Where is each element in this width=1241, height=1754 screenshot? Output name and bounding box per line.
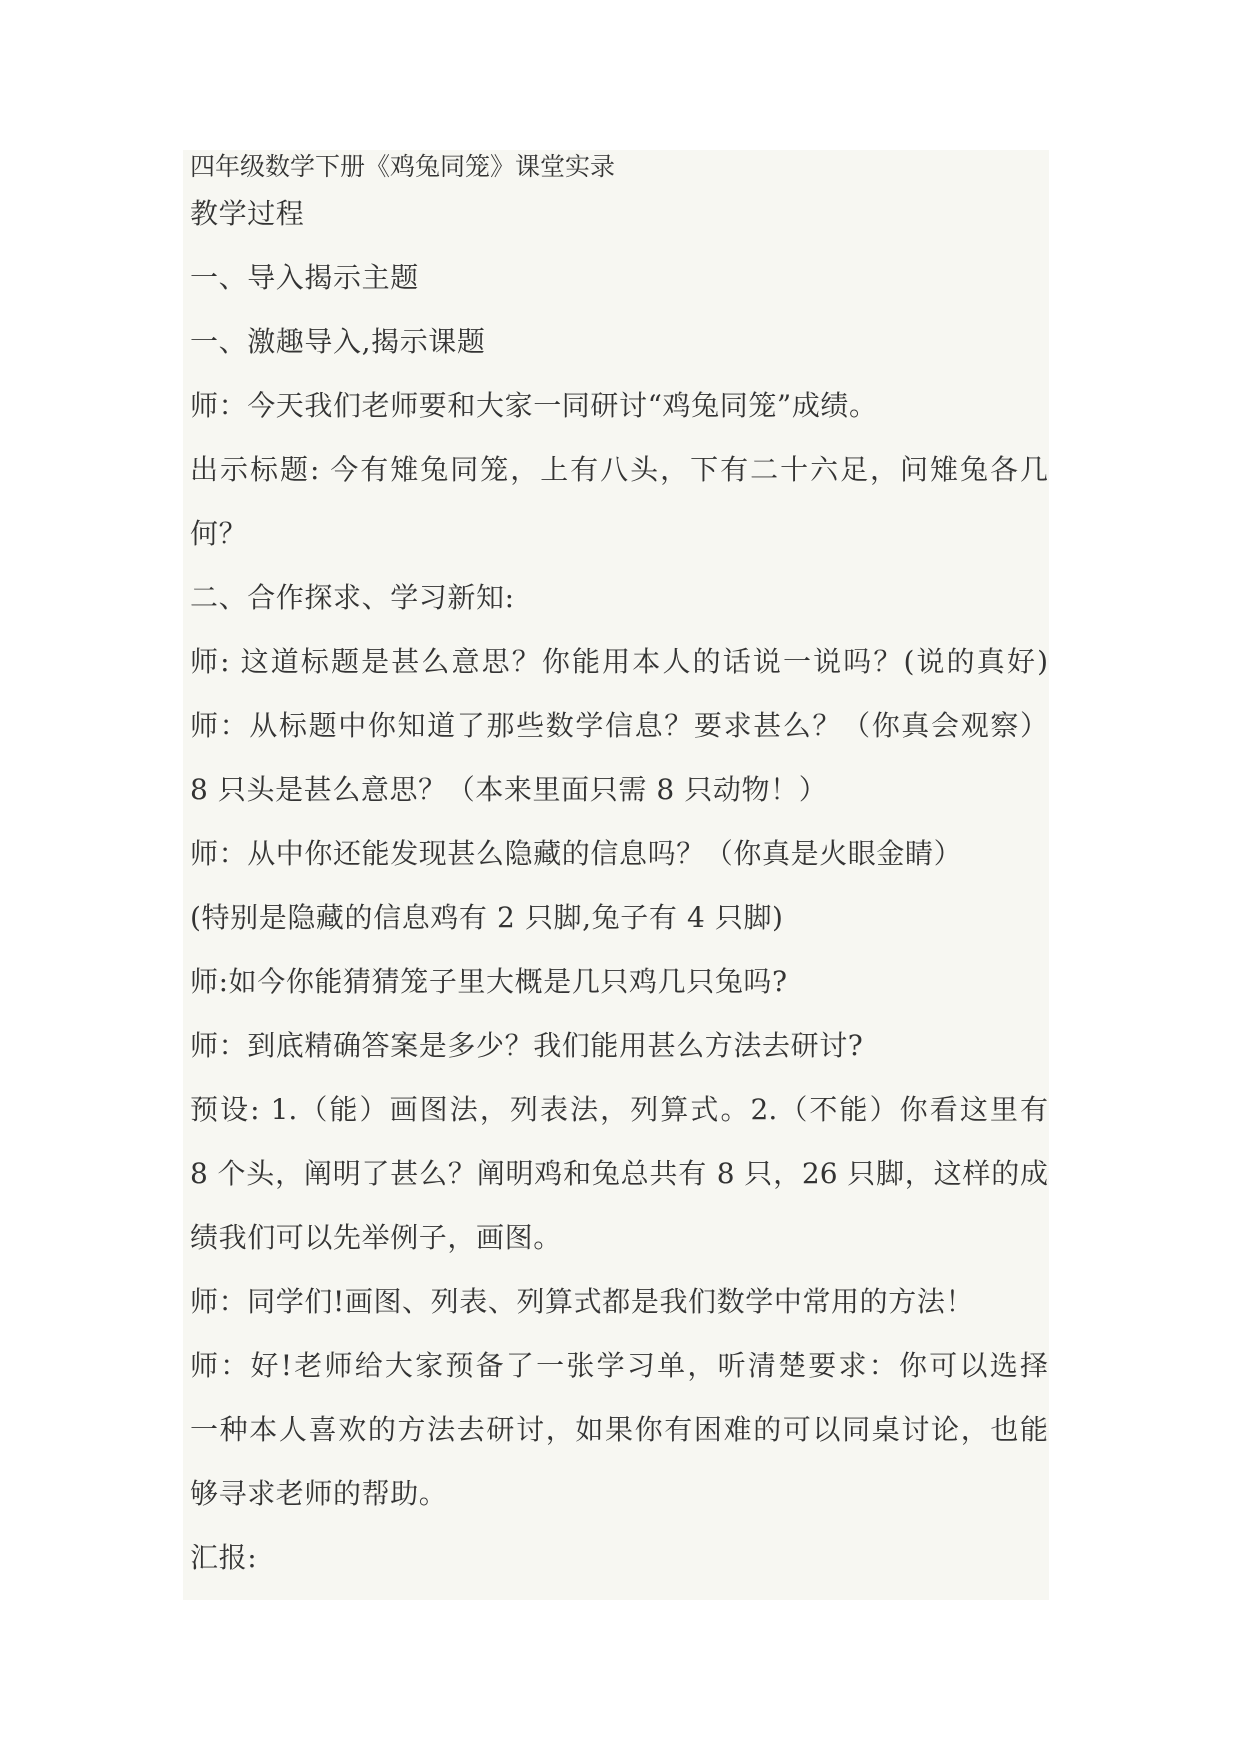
paragraph-line: 绩我们可以先举例子，画图。	[190, 1221, 562, 1254]
section-heading: 一、激趣导入,揭示课题	[190, 325, 486, 358]
paragraph-line: 师：好!老师给大家预备了一张学习单，听清楚要求：你可以选择	[190, 1349, 1048, 1382]
section-heading: 教学过程	[190, 197, 305, 230]
paragraph-line: 何？	[190, 517, 248, 550]
paragraph-line: (特别是隐藏的信息鸡有 2 只脚,兔子有 4 只脚)	[190, 901, 784, 934]
paragraph-line: 师：从标题中你知道了那些数学信息？要求甚么？（你真会观察）	[190, 709, 1048, 742]
document-title: 四年级数学下册《鸡兔同笼》课堂实录	[190, 152, 616, 181]
paragraph-line: 出示标题: 今有雉兔同笼，上有八头，下有二十六足，问雉兔各几	[190, 453, 1048, 486]
section-heading: 一、导入揭示主题	[190, 261, 419, 294]
paragraph-line: 师：今天我们老师要和大家一同研讨“鸡兔同笼”成绩。	[190, 389, 878, 422]
paragraph-line: 师:如今你能猜猜笼子里大概是几只鸡几只兔吗?	[190, 965, 788, 998]
document-page	[183, 150, 1049, 1600]
paragraph-line: 师: 这道标题是甚么意思？你能用本人的话说一说吗？(说的真好)	[190, 645, 1048, 678]
section-heading: 汇报:	[190, 1541, 258, 1574]
paragraph-line: 师：同学们!画图、列表、列算式都是我们数学中常用的方法！	[190, 1285, 975, 1318]
paragraph-line: 师：到底精确答案是多少？我们能用甚么方法去研讨?	[190, 1029, 864, 1062]
paragraph-line: 够寻求老师的帮助。	[190, 1477, 448, 1510]
paragraph-line: 8 只头是甚么意思？（本来里面只需 8 只动物！）	[190, 773, 828, 806]
paragraph-line: 8 个头，阐明了甚么？阐明鸡和兔总共有 8 只，26 只脚，这样的成	[190, 1157, 1048, 1190]
paragraph-line: 一种本人喜欢的方法去研讨，如果你有困难的可以同桌讨论，也能	[190, 1413, 1048, 1446]
paragraph-line: 师：从中你还能发现甚么隐藏的信息吗？（你真是火眼金睛）	[190, 837, 963, 870]
section-heading: 二、合作探求、学习新知:	[190, 581, 515, 614]
paragraph-line: 预设: 1.（能）画图法，列表法，列算式。2.（不能）你看这里有	[190, 1093, 1048, 1126]
